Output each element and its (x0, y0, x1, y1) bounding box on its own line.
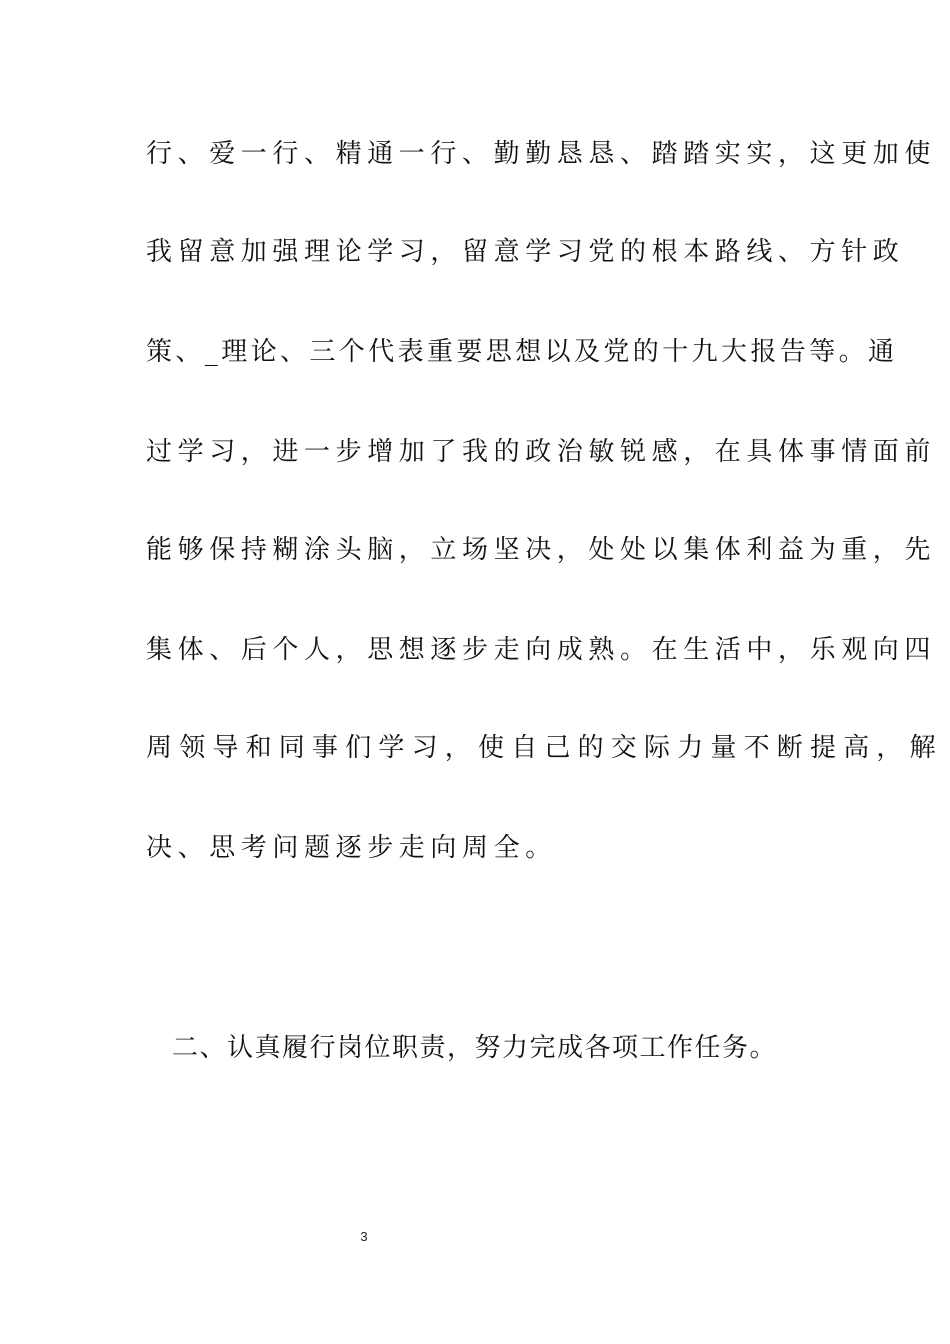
section-heading: 二、认真履行岗位职责，努力完成各项工作任务。 (172, 1033, 778, 1063)
page-number: 3 (360, 1229, 368, 1244)
paragraph-line: 行、爱一行、精通一行、勤勤恳恳、踏踏实实，这更加使 (146, 139, 937, 169)
paragraph-line: 决、思考问题逐步走向周全。 (146, 833, 557, 863)
paragraph-line: 策、_理论、三个代表重要思想以及党的十九大报告等。通 (146, 337, 898, 367)
paragraph-line: 过学习，进一步增加了我的政治敏锐感，在具体事情面前 (146, 437, 937, 467)
paragraph-line: 能够保持糊涂头脑，立场坚决，处处以集体利益为重，先 (146, 535, 937, 565)
paragraph-line: 集体、后个人，思想逐步走向成熟。在生活中，乐观向四 (146, 635, 937, 665)
paragraph-line: 周领导和同事们学习，使自己的交际力量不断提高，解 (146, 733, 943, 763)
paragraph-line: 我留意加强理论学习，留意学习党的根本路线、方针政 (146, 237, 905, 267)
